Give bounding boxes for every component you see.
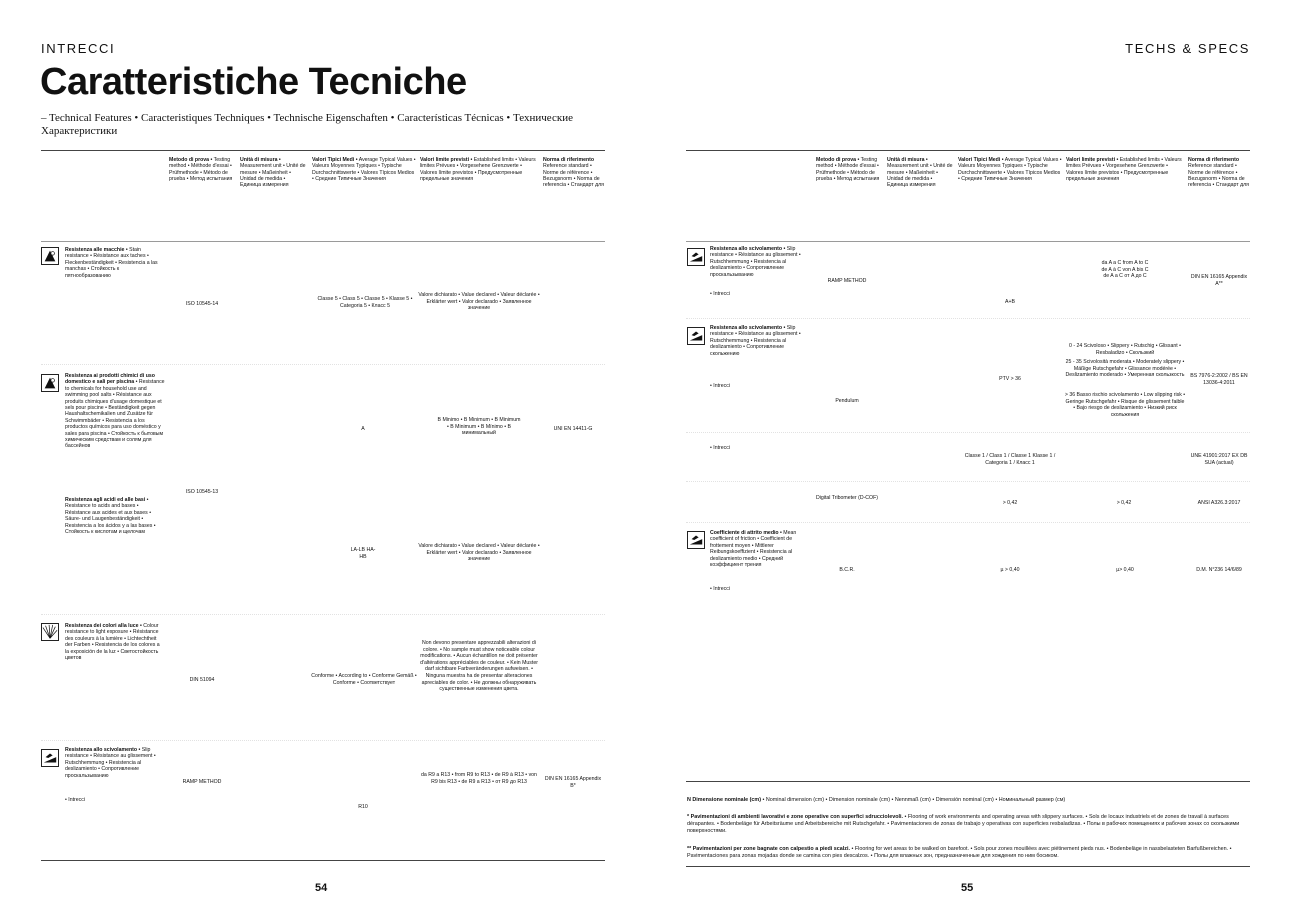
slip-pendulum-limit-a: 0 - 24 Scivoloso • Slippery • Rutschig • Glissant • Resbaladizo • Скользкий — [1069, 343, 1181, 356]
column-header-norm-right: Norma di riferimento Reference standard • Norme de référence • Bezugsnorm • Norma de referencia • Стандарт для — [1188, 157, 1249, 189]
slip-ramp-sub-label: • Intrecci — [710, 291, 730, 297]
stain-method: ISO 10545-14 — [185, 301, 219, 307]
sun-icon — [41, 623, 59, 641]
row-label-light: Resistenza dei colori alla luce • Colour resistance to light exposure • Résistance des couleurs à la lumière • Lichtechtheit der Farben • Resistencia de los colores a la exposición de la luz • Светостойкость цветов — [65, 623, 160, 662]
row-label-slip-ramp: Resistenza allo scivolamento • Slip resistance • Résistance au glissement • Rutschhemmung • Resistencia al deslizamiento • Сопротивление проскальзыванию — [710, 246, 801, 278]
slip-pendulum-method: Pendulum — [835, 398, 859, 404]
page-title: Caratteristiche Tecniche — [40, 61, 467, 103]
row-label-slip: Resistenza allo scivolamento • Slip resistance • Résistance au glissement • Rutschhemmung • Resistencia al deslizamiento • Сопротивление проскальзыванию — [65, 747, 156, 779]
chemical-icon — [41, 374, 59, 392]
chem-norm: UNI EN 14411-G — [553, 426, 593, 432]
slip-ramp-method: RAMP METHOD — [827, 278, 867, 284]
slip-une-typical: Classe 1 / Class 1 / Classe 1 Klasse 1 / Categoria 1 / Класс 1 — [964, 453, 1056, 466]
dcof-norm: ANSI A326.3:2017 — [1197, 500, 1241, 506]
acid-method: ISO 10545-13 — [185, 489, 219, 495]
slip-icon — [687, 327, 705, 345]
slip-limit: da R9 a R13 • from R9 to R13 • de R9 à R13 • von R9 bis R13 • de R9 a R13 • от R9 до R13 — [421, 772, 537, 785]
table-top-rule-right — [686, 150, 1250, 151]
slip-icon — [687, 248, 705, 266]
dcof-method: Digital Tribometer (D-COF) — [816, 495, 878, 501]
slip-pendulum-typical: PTV > 36 — [999, 376, 1021, 382]
slip-une-norm: UNE 41901:2017 EX DB SUA (actual) — [1190, 453, 1248, 466]
row-label-chemicals: Resistenza ai prodotti chimici di uso domestico e sali per piscina • Resistance to chemicals for household use and swimming pool salts • Résistance aux produits chimiques d'usage domestique et sels pour piscine • Beständigkeit gegen Haushaltschemikalien und Zusätze für Schwimmbäder • Resistencia a los productos químicos para uso doméstico y sales para piscina • Стойкость к бытовым химическим средствам и солям для бассейнов — [65, 373, 165, 450]
chem-limit: B Minimo • B Minimum • B Minimum • B Minimum • B Mínimo • В минимальный — [437, 417, 521, 437]
page-number-left: 54 — [315, 882, 328, 894]
column-header-typical-right: Valori Tipici Medi • Average Typical Values • Valeurs Moyennes Typiques • Typische Durchschnittswerte • Valores Típicos Medios • Средние Типичные Значения — [958, 157, 1062, 182]
column-header-method: Metodo di prova • Testing method • Méthode d'essai • Prüfmethode • Método de prueba • Метод испытания — [169, 157, 233, 182]
slip-ramp-limit: da A a C from A to C de A à C von A bis C de A a C от A до C — [1101, 260, 1149, 280]
footnote-rule — [686, 781, 1250, 782]
column-header-unit: Unità di misura • Measurement unit • Unité de mesure • Maßeinheit • Unidad de medida • Единица измерения — [240, 157, 306, 189]
slip-pendulum-limit-c: > 36 Basso rischio scivolamento • Low slipping risk • Geringe Rutschgefahr • Risque de glissement faible • Bajo riesgo de deslizamiento • Низкий риск скольжения — [1064, 392, 1186, 418]
slip-pendulum-sub-label: • Intrecci — [710, 383, 730, 389]
friction-typical: µ > 0,40 — [1000, 567, 1020, 573]
slip-icon — [41, 749, 59, 767]
light-limit: Non devono presentare apprezzabili alterazioni di colore. • No sample must show noticeable colour modifications. • Aucun échantillon ne doit présenter d'altérations appréciables de couleur. • Kein Muster darf sichtbare Farbveränderungen aufweisen. • Ninguna muestra ha de presentar alteraciones apreciables de color. • Не должны обнаруживать существенные изменения цвета. — [420, 640, 538, 693]
section-label: INTRECCI — [41, 41, 116, 56]
section-label-right: TECHS & SPECS — [1125, 41, 1250, 56]
row-label-friction: Coefficiente di attrito medio • Mean coefficient of friction • Coefficient de frottement moyen • Mittlerer Reibungskoeffizient • Resistencia al deslizamiento medio • Средний коэффициент трения — [710, 530, 797, 569]
friction-limit: µ> 0,40 — [1116, 567, 1134, 573]
acid-typical: LA-LB HA-HB — [350, 547, 376, 560]
slip-ramp-norm: DIN EN 16165 Appendix A** — [1190, 274, 1248, 287]
stain-icon — [41, 247, 59, 265]
column-header-limits-right: Valori limite previsti • Established limits • Valeurs limites Prévues • Vorgesehene Grenzwerte • Valores límite previstos • Предусмотренные предельные значения — [1066, 157, 1182, 182]
acid-limit: Valore dichiarato • Value declared • Valeur déclarée • Erklärter wert • Valor declarado • Заявленное значение — [418, 543, 540, 563]
slip-ramp-typical: A+B — [1005, 299, 1015, 305]
slip-typical: R10 — [358, 804, 368, 810]
row-rule — [41, 241, 605, 242]
page-number-right: 55 — [961, 882, 974, 894]
slip-une-sub-label: • Intrecci — [710, 445, 730, 451]
friction-method: B.C.R. — [839, 567, 855, 573]
column-header-typical: Valori Tipici Medi • Average Typical Values • Valeurs Moyennes Typiques • Typische Durchschnittswerte • Valores Típicos Medios • Средние Типичные Значения — [312, 157, 416, 182]
column-header-method-right: Metodo di prova • Testing method • Méthode d'essai • Prüfmethode • Método de prueba • Метод испытания — [816, 157, 880, 182]
friction-norm: D.M. N°236 14/6/89 — [1196, 567, 1242, 573]
table-bottom-rule-right — [686, 866, 1250, 867]
table-bottom-rule — [41, 860, 605, 861]
slip-icon — [687, 531, 705, 549]
light-typical: Conforme • According to • Conforme Gemäß • Conforme • Соответствует — [311, 673, 417, 686]
column-header-norm: Norma di riferimento Reference standard • Norme de référence • Bezugsnorm • Norma de referencia • Стандарт для — [543, 157, 604, 189]
friction-sub-label: • Intrecci — [710, 586, 730, 592]
slip-norm: DIN EN 16165 Appendix B* — [544, 776, 602, 789]
table-top-rule — [41, 150, 605, 151]
light-method: DIN 51094 — [189, 677, 215, 683]
chem-typical: A — [361, 426, 365, 432]
slip-sub-label: • Intrecci — [65, 797, 85, 803]
footnote-double-star: ** Pavimentazioni per zone bagnate con calpestio a piedi scalzi. • Flooring for wet areas to be walked on barefoot. • Sols pour zones mouillées avec piétinement pieds nus. • Bodenbeläge in nassbelasteten Barfußbereichen. • Pavimentaciones para zonas mojadas donde se camina con pies descalzos. • Полы для влажных зон, предназначенные для хождения по ним босиком. — [687, 846, 1232, 860]
column-header-unit-right: Unità di misura • Measurement unit • Unité de mesure • Maßeinheit • Unidad de medida • Единица измерения — [887, 157, 953, 189]
row-label-acids: Resistenza agli acidi ed alle basi • Resistance to acids and bases • Résistance aux acides et aux bases • Säure- und Laugenbeständigkeit • Resistencia a los ácidos y a las bases • Стойкость к кислотам и щелочам — [65, 497, 156, 536]
dcof-typical: > 0,42 — [1002, 500, 1018, 506]
stain-limit: Valore dichiarato • Value declared • Valeur déclarée • Erklärter wert • Valor declarado • Заявленное значение — [418, 292, 540, 312]
page-subtitle: – Technical Features • Caracteristiques Techniques • Technische Eigenschaften • Características Técnicas • Технические Характеристики — [41, 112, 573, 137]
dcof-limit: > 0,42 — [1116, 500, 1132, 506]
row-rule-right — [686, 241, 1250, 242]
stain-typical: Classe 5 • Class 5 • Classe 5 • Klasse 5 • Categoria 5 • Класс 5 — [317, 296, 413, 309]
slip-pendulum-limit-b: 25 - 35 Scivolosità moderata • Moderately slippery • Mäßige Rutschgefahr • Glissance modérée • Deslizamiento moderado • Умеренная скользкость — [1065, 359, 1185, 379]
slip-pendulum-norm: BS 7976-2:2002 / BS EN 13036-4:2011 — [1190, 373, 1248, 386]
row-label-stain: Resistenza alle macchie • Stain resistance • Résistance aux taches • Fleckenbeständigkeit • Resistencia a las manchas • Стойкость к пятнообразованию — [65, 247, 158, 279]
row-label-slip-pendulum: Resistenza allo scivolamento • Slip resistance • Résistance au glissement • Rutschhemmung • Resistencia al deslizamiento • Сопротивление скольжению — [710, 325, 801, 357]
column-header-limits: Valori limite previsti • Established limits • Valeurs limites Prévues • Vorgesehene Grenzwerte • Valores límite previstos • Предусмотренные предельные значения — [420, 157, 536, 182]
footnote-nominal: N Dimensione nominale (cm) • Nominal dimension (cm) • Dimension nominale (cm) • Nennmaß (cm) • Dimensión nominal (cm) • Номинальный размер (см) — [687, 797, 1066, 803]
slip-method: RAMP METHOD — [182, 779, 222, 785]
footnote-star: * Pavimentazioni di ambienti lavorativi e zone operative con superfici sdrucciolevoli. • Flooring of work environments and operating areas with slippery surfaces. • Sols de locaux industriels et de zones de travail à surfaces dérapantes. • Bodenbeläge für Arbeitsräume und Arbeitsbereiche mit Rutschgefahr. • Pavimentaciones de zonas de trabajo y operativas con superficies resbaladizas. • Полы в рабочих помещениях и рабочих зонах со скользкими поверхностями. — [687, 814, 1240, 835]
